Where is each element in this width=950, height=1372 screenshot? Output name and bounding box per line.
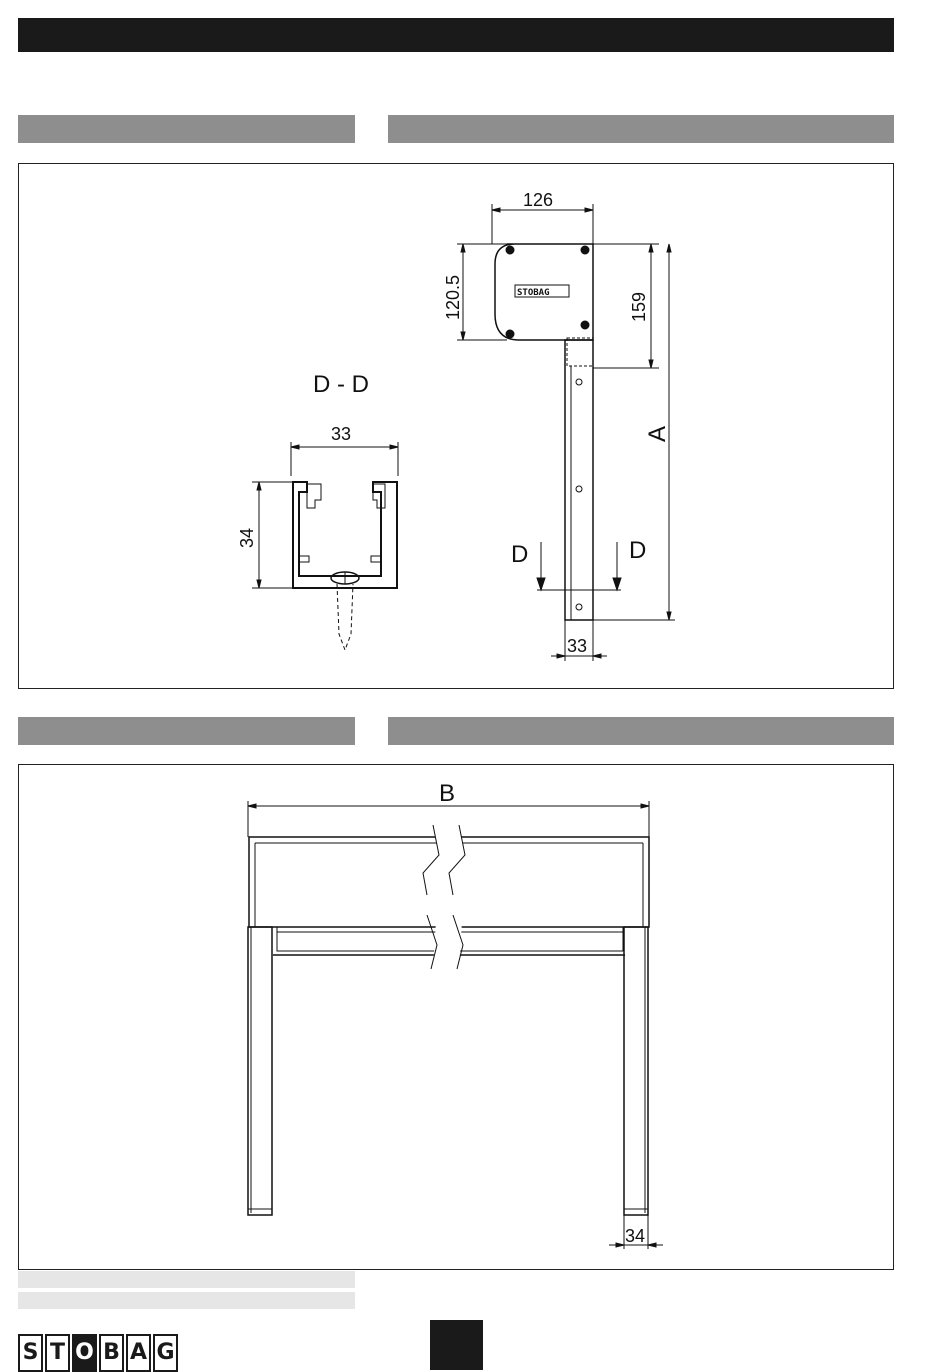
header-bar — [18, 18, 894, 52]
section-header-right-1 — [388, 115, 894, 143]
guide-width-label: 33 — [567, 636, 588, 656]
logo-letter: B — [99, 1334, 124, 1372]
stobag-logo — [18, 1334, 180, 1370]
front-view-panel — [18, 764, 894, 1270]
logo-letter: O — [72, 1334, 97, 1372]
bracket-height-label: 159 — [629, 291, 649, 322]
post-width-label: 34 — [625, 1226, 646, 1246]
profile-width-label: 33 — [331, 424, 352, 444]
logo-letter: T — [45, 1334, 70, 1372]
logo-letter: S — [18, 1334, 43, 1372]
section-header-right-2 — [388, 717, 894, 745]
page-number-box — [430, 1320, 483, 1370]
front-view-drawing — [19, 765, 893, 1269]
housing-height-label: 120.5 — [443, 274, 463, 320]
logo-letter: G — [153, 1334, 178, 1372]
bracket-dimension-drawing — [19, 164, 893, 688]
total-height-label: A — [644, 425, 671, 442]
footer-bar-2 — [18, 1292, 355, 1309]
section-header-left-1 — [18, 115, 355, 143]
section-header-left-2 — [18, 717, 355, 745]
brand-plate-label: STOBAG — [517, 288, 550, 298]
overall-width-label: B — [439, 780, 456, 807]
profile-height-label: 34 — [237, 527, 257, 548]
logo-letter: A — [126, 1334, 151, 1372]
footer-bar-1 — [18, 1271, 355, 1288]
dimension-diagram-panel — [18, 163, 894, 689]
housing-width-label: 126 — [523, 190, 554, 210]
cut-marker-right: D — [629, 537, 647, 564]
cut-marker-left: D — [511, 541, 529, 568]
section-label: D - D — [313, 371, 369, 398]
